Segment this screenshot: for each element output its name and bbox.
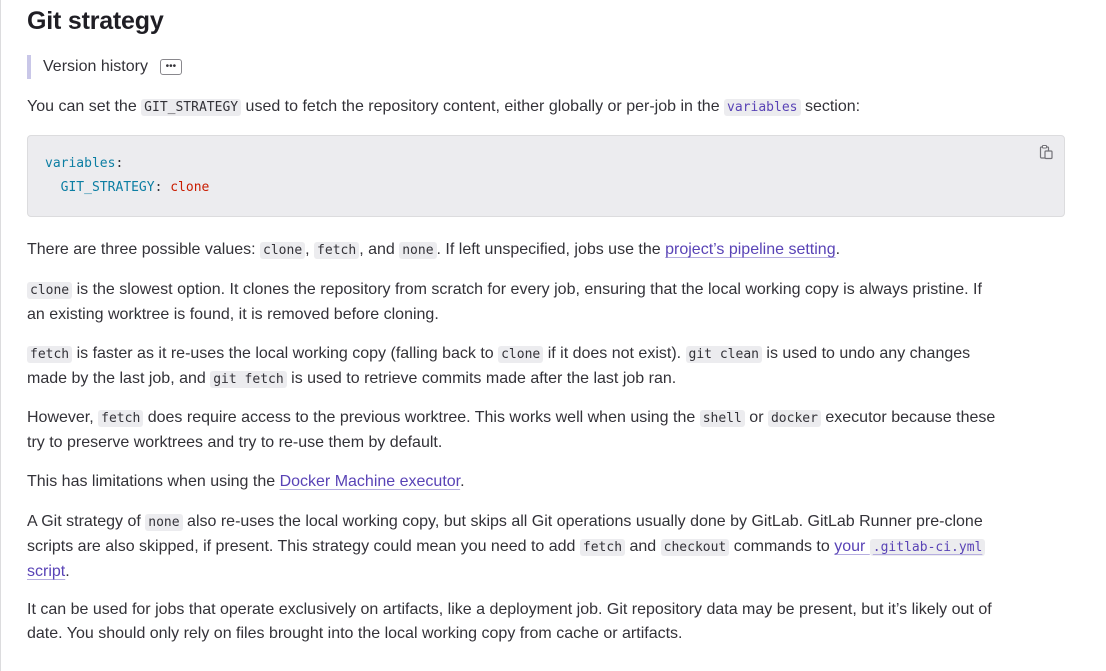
code-line-1 — [45, 152, 209, 176]
version-history-label: Version history — [43, 58, 148, 75]
text: . — [460, 473, 465, 490]
yaml-key: GIT_STRATEGY — [60, 180, 155, 195]
text: date. You should only rely on files brought into the local working copy from cache or artifacts. — [27, 625, 683, 642]
link-text: your — [834, 538, 870, 555]
text: , and — [359, 241, 400, 258]
text: commands to — [729, 538, 835, 555]
inline-code: clone — [27, 282, 72, 299]
text: is the slowest option. It clones the repository from scratch for every job, ensuring that the local working copy is always pristine. If — [72, 281, 982, 298]
version-history — [27, 55, 182, 79]
text: executor because these — [820, 409, 996, 426]
inline-code-link[interactable]: variables — [724, 99, 800, 116]
text: section: — [800, 98, 861, 115]
text: is used to retrieve commits made after the last job ran. — [286, 370, 677, 387]
text: . If left unspecified, jobs use the — [436, 241, 666, 258]
text: also re-uses the local working copy, but skips all Git operations usually done by GitLab. GitLab Runner pre-clone — [182, 513, 983, 530]
text: used to fetch the repository content, either globally or per-job in the — [241, 98, 725, 115]
text: is faster as it re-uses the local working copy (falling back to — [72, 345, 499, 362]
text: or — [744, 409, 768, 426]
inline-code: clone — [498, 346, 543, 363]
text: if it does not exist). — [543, 345, 686, 362]
text: made by the last job, and — [27, 370, 211, 387]
text: You can set the — [27, 98, 142, 115]
inline-code: fetch — [27, 346, 72, 363]
inline-code: fetch — [314, 242, 359, 259]
inline-code: shell — [700, 410, 745, 427]
inline-code: fetch — [580, 539, 625, 556]
paragraph-clone — [27, 278, 1062, 327]
text: an existing worktree is found, it is removed before cloning. — [27, 306, 439, 323]
inline-code: none — [145, 514, 182, 531]
text: does require access to the previous worktree. This works well when using the — [143, 409, 700, 426]
inline-code: GIT_STRATEGY — [141, 99, 241, 116]
copy-to-clipboard-icon[interactable] — [1038, 144, 1054, 160]
code-lines — [45, 152, 209, 200]
inline-code-link: .gitlab-ci.yml — [870, 539, 986, 556]
inline-code: checkout — [661, 539, 730, 556]
inline-code: docker — [768, 410, 821, 427]
yaml-colon: : — [154, 180, 163, 195]
text: is used to undo any changes — [761, 345, 971, 362]
paragraph-fetch — [27, 342, 1062, 392]
inline-code: fetch — [98, 410, 143, 427]
text: A Git strategy of — [27, 513, 146, 530]
text: and — [625, 538, 661, 555]
text: , — [305, 241, 315, 258]
inline-code: git fetch — [210, 371, 286, 388]
text: This has limitations when using the — [27, 473, 280, 490]
version-history-toggle-button[interactable]: ••• — [160, 59, 182, 75]
pipeline-setting-link[interactable]: project’s pipeline setting — [665, 241, 836, 258]
text: try to preserve worktrees and try to re-use them by default. — [27, 434, 443, 451]
text: scripts are also skipped, if present. This strategy could mean you need to add — [27, 538, 580, 555]
code-line-2 — [45, 176, 209, 200]
text: However, — [27, 409, 99, 426]
paragraph-values — [27, 238, 1062, 263]
yaml-value: clone — [170, 180, 210, 195]
page-frame-edge — [0, 0, 1, 671]
inline-code: none — [399, 242, 436, 259]
text: It can be used for jobs that operate exclusively on artifacts, like a deployment job. Git repository data may be present, but it’s likely out of — [27, 601, 992, 618]
code-block — [27, 135, 1065, 217]
text: . — [65, 563, 70, 580]
link-text: script — [27, 563, 66, 580]
intro-paragraph — [27, 95, 1062, 120]
paragraph-however — [27, 406, 1062, 455]
yaml-key: variables — [45, 156, 116, 171]
paragraph-limitations — [27, 470, 1062, 494]
docker-machine-executor-link[interactable]: Docker Machine executor — [279, 473, 461, 490]
inline-code: git clean — [686, 346, 762, 363]
inline-code: clone — [260, 242, 305, 259]
section-heading: Git strategy — [27, 7, 164, 35]
text: . — [835, 241, 841, 258]
text: There are three possible values: — [27, 241, 261, 258]
yaml-colon: : — [115, 156, 124, 171]
paragraph-artifacts — [27, 598, 1062, 646]
paragraph-none — [27, 510, 1062, 584]
